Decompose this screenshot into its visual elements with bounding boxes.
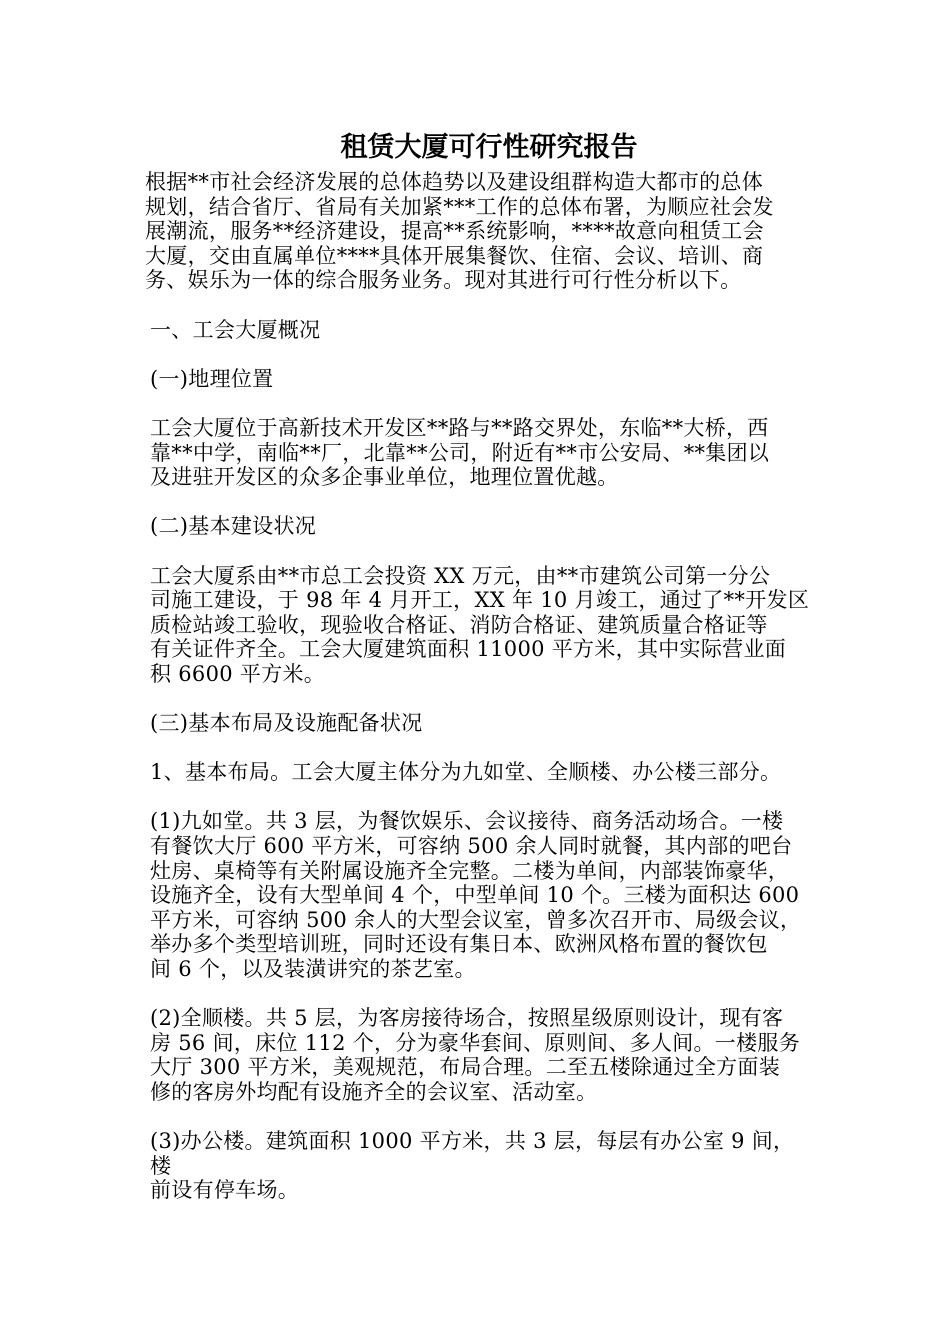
spacer — [145, 391, 815, 416]
spacer — [145, 785, 815, 810]
document-title: 租赁大厦可行性研究报告 — [340, 132, 638, 163]
spacer — [145, 982, 815, 1007]
subsection-heading-construction: (二)基本建设状况 — [150, 514, 317, 539]
spacer — [145, 686, 815, 711]
office-building-paragraph: (3)办公楼。建筑面积 1000 平方米，共 3 层，每层有办公室 9 间，楼 前设有停车场。 — [150, 1129, 795, 1203]
construction-paragraph: 工会大厦系由**市总工会投资 XX 万元，由**市建筑公司第一分公 司施工建设，于 98 年 4 月开工，XX 年 10 月竣工，通过了**开发区 质检站竣工验收，现验收合格证、消防合格证、建筑质量合格证等 有关证件齐全。工会大厦建筑面积 11000 平方米，其中实际营业面 积 6600 平方米。 — [150, 563, 810, 686]
location-paragraph: 工会大厦位于高新技术开发区**路与**路交界处，东临**大桥，西 靠**中学，南临**厂，北靠**公司，附近有**市公安局、**集团以 及进驻开发区的众多企事业单位，地理位置优越。 — [150, 415, 770, 490]
spacer — [145, 539, 815, 564]
jiuru-hall-paragraph: (1)九如堂。共 3 层，为餐饮娱乐、会议接待、商务活动场合。一楼 有餐饮大厅 600 平方米，可容纳 500 余人同时就餐，其内部的吧台 灶房、桌椅等有关附属设施齐全完整。二楼为单间，内部装饰豪华， 设施齐全，设有大型单间 4 个，中型单间 10 个。三楼为面积达 600 平方米，可容纳 500 余人的大型会议室，曾多次召开市、局级会议， 举办多个类型培训班，同时还设有集日本、欧洲风格布置的餐饮包 间 6 个，以及装潢讲究的茶艺室。 — [150, 809, 802, 981]
spacer — [145, 736, 815, 761]
document-page — [145, 126, 815, 1203]
spacer — [145, 293, 815, 318]
subsection-heading-layout: (三)基本布局及设施配备状况 — [150, 711, 423, 736]
layout-item-paragraph: 1、基本布局。工会大厦主体分为九如堂、全顺楼、办公楼三部分。 — [150, 760, 782, 785]
spacer — [145, 490, 815, 515]
intro-paragraph: 根据**市社会经济发展的总体趋势以及建设组群构造大都市的总体 规划，结合省厅、省局有关加紧***工作的总体布署，为顺应社会发 展潮流，服务**经济建设，提高**系统影响，****故意向租赁工会 大厦，交由直属单位****具体开展集餐饮、住宿、会议、培训、商 务、娱乐为一体的综合服务业务。现对其进行可行性分析以下。 — [145, 170, 774, 293]
subsection-heading-location: (一)地理位置 — [150, 366, 274, 391]
spacer — [145, 1105, 815, 1130]
spacer — [145, 342, 815, 367]
quanshun-building-paragraph: (2)全顺楼。共 5 层，为客房接待场合，按照星级原则设计，现有客 房 56 间，床位 112 个，分为豪华套间、原则间、多人间。一楼服务 大厅 300 平方米，美观规范，布局合理。二至五楼除通过全方面装 修的客房外均配有设施齐全的会议室、活动室。 — [150, 1006, 801, 1104]
section-heading-overview: 一、工会大厦概况 — [150, 317, 321, 342]
